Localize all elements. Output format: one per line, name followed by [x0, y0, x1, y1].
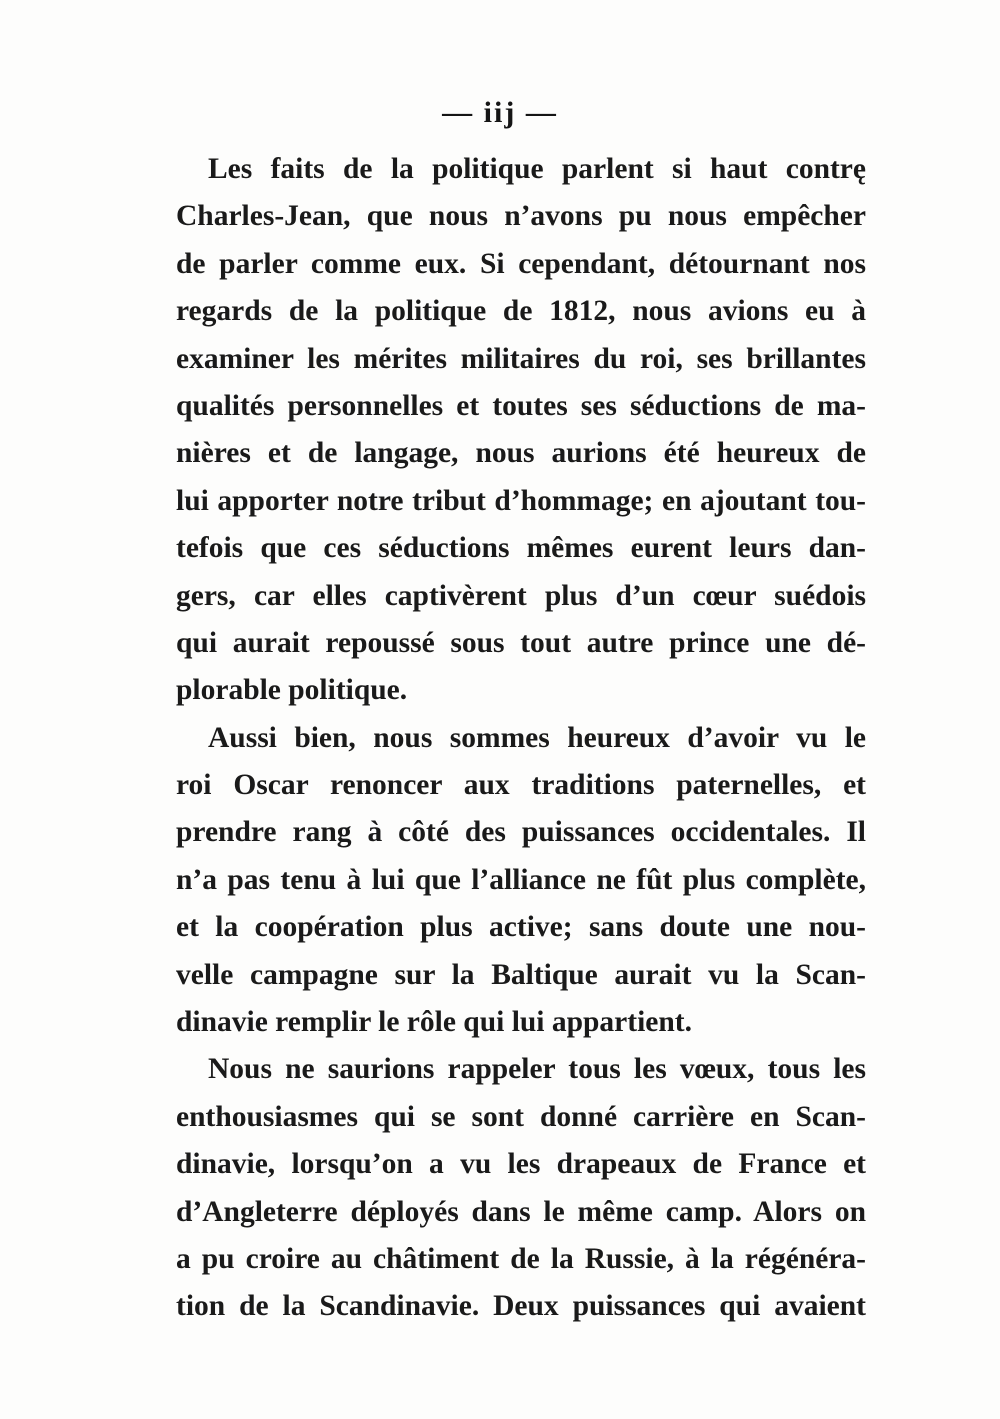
text-line: examiner les mérites militaires du roi, ses brillantes: [176, 342, 866, 375]
text-line: Nous ne saurions rappeler tous les vœux, tous les: [208, 1053, 866, 1086]
text-line: enthousiasmes qui se sont donné carrière en Scan-: [176, 1100, 866, 1133]
text-line: Les faits de la politique parlent si haut contrę: [208, 153, 866, 185]
text-line: d’Angleterre déployés dans le même camp. Alors on: [176, 1195, 866, 1228]
text-line: qui aurait repoussé sous tout autre prince une dé-: [176, 626, 866, 659]
text-line: tion de la Scandinavie. Deux puissances qui avaient: [176, 1290, 866, 1323]
text-line: roi Oscar renoncer aux traditions paternelles, et: [176, 769, 866, 802]
text-line: velle campagne sur la Baltique aurait vu la Scan-: [176, 958, 866, 991]
text-line: dinavie, lorsqu’on a vu les drapeaux de France et: [176, 1148, 866, 1181]
text-line: plorable politique.: [176, 674, 408, 707]
text-line: dinavie remplir le rôle qui lui appartient.: [176, 1006, 692, 1039]
text-line: regards de la politique de 1812, nous avions eu à: [176, 295, 866, 328]
body-text: [176, 146, 866, 1331]
text-line: tefois que ces séductions mêmes eurent leurs dan-: [176, 532, 866, 565]
text-line: gers, car elles captivèrent plus d’un cœur suédois: [176, 579, 866, 612]
text-line: de parler comme eux. Si cependant, détournant nos: [176, 247, 866, 280]
text-line: Charles-Jean, que nous n’avons pu nous empêcher: [176, 200, 866, 233]
text-line: n’a pas tenu à lui que l’alliance ne fût plus complète,: [176, 863, 866, 896]
text-line: lui apporter notre tribut d’hommage; en ajoutant tou-: [176, 484, 866, 517]
text-line: et la coopération plus active; sans doute une nou-: [176, 911, 866, 944]
text-line: nières et de langage, nous aurions été heureux de: [176, 437, 866, 470]
text-line: Aussi bien, nous sommes heureux d’avoir vu le: [208, 721, 866, 754]
page-number: — iij —: [442, 96, 558, 129]
text-line: a pu croire au châtiment de la Russie, à la régénéra-: [176, 1242, 866, 1275]
text-line: qualités personnelles et toutes ses séductions de ma-: [176, 389, 866, 422]
text-line: prendre rang à côté des puissances occidentales. Il: [176, 816, 866, 849]
